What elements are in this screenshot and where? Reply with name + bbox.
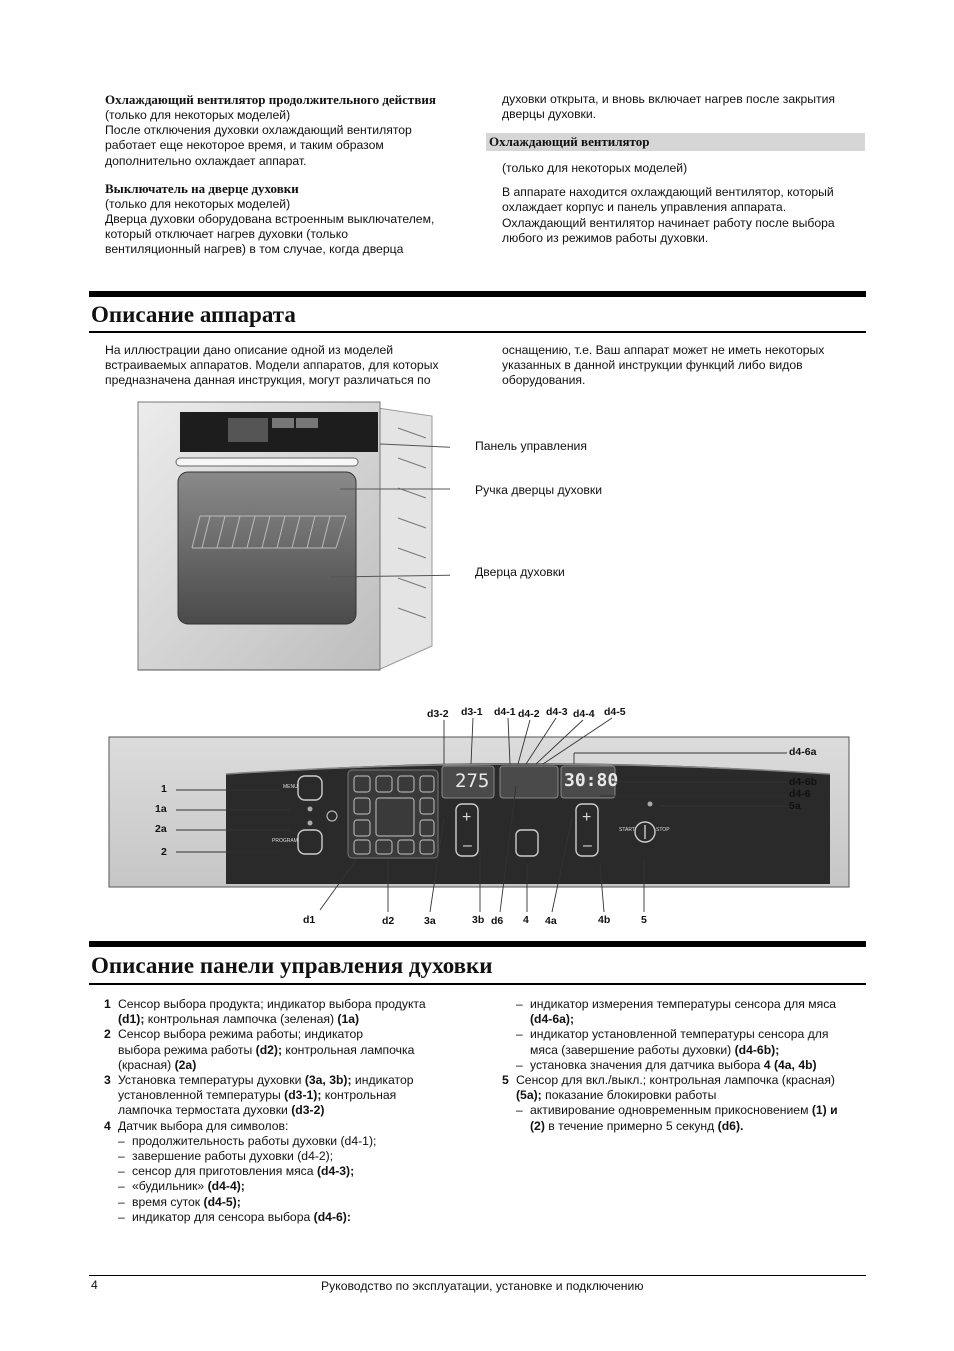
text-segment: показание блокировки работы [541,1088,717,1103]
fan-continuous-line: После отключения духовки охлаждающий вентилятор [105,123,412,138]
text-segment: мяса (завершение работы духовки) [530,1042,735,1057]
footer-text: Руководство по эксплуатации, установке и подключению [321,1279,644,1293]
item-number: 1 [104,997,111,1011]
label-d3-2: d3-2 [427,708,449,720]
label-3b: 3b [472,914,485,926]
text-segment: время суток [132,1194,204,1209]
text-segment: индикатор для сенсора выбора [132,1209,314,1224]
section1-right-text [502,343,866,389]
text-segment: установленной температуры [118,1088,285,1103]
door-switch-note: (только для некоторых моделей) [105,196,291,211]
text-segment: активирование одновременным прикосновением [530,1103,812,1118]
cooling-fan-line: Охлаждающий вентилятор начинает работу после выбора [502,215,835,230]
text-line [132,1179,478,1194]
door-switch-line: вентиляционный нагрев) в том случае, когда дверца [105,242,404,257]
label-3a: 3a [424,915,436,927]
text-line [132,1149,478,1164]
text-line [118,1103,478,1118]
text-line [530,1027,866,1042]
text-segment: (3a, 3b); [304,1073,352,1088]
text-line: оборудования. [502,373,586,388]
dash-item [516,1103,866,1133]
text-segment: выбора режима работы [118,1042,256,1057]
text-segment: (d4-6a); [530,1012,575,1027]
text-segment: завершение работы духовки (d4-2); [132,1149,334,1164]
text-segment: (2) [530,1118,545,1133]
label-d4-3: d4-3 [546,706,568,718]
text-line [118,1088,478,1103]
dash-item [118,1179,478,1194]
menu-label: MENU [283,784,298,790]
text-line [132,1164,478,1179]
cooling-fan-line: любого из режимов работы духовки. [502,230,709,245]
text-segment: (d4-6): [313,1209,351,1224]
text-segment: контрольная лампочка (зеленая) [144,1012,338,1027]
label-d4-1: d4-1 [494,706,516,718]
dash-item [516,1058,866,1073]
label-d4-2: d4-2 [518,708,540,720]
svg-text:+: + [462,809,472,826]
cooling-fan-line: В аппарате находится охлаждающий вентилятор, который [502,185,834,200]
text-segment: индикатор измерения температуры сенсора для мяса [530,997,837,1011]
dash-marker: – [118,1209,125,1224]
text-segment: продолжительность работы духовки (d4-1); [132,1133,377,1148]
text-segment: Датчик выбора для символов: [118,1118,289,1133]
dash-marker: – [516,1027,523,1042]
text-line [132,1210,478,1225]
fan-continuous-line: работает еще некоторое время, и таким образом [105,138,384,153]
text-segment: (1) и [811,1103,838,1118]
fan-continuous-line: дополнительно охлаждает аппарат. [105,153,307,168]
text-segment: контрольная [321,1088,397,1103]
label-d3-1: d3-1 [461,706,483,718]
text-segment: (2a) [174,1057,197,1072]
text-segment: индикатор установленной температуры сенсора для [530,1027,829,1042]
label-5: 5 [641,914,647,926]
text-line: оснащению, т.е. Ваш аппарат может не иметь некоторых [502,343,825,357]
numbered-item [104,1118,478,1134]
dash-item [118,1210,478,1225]
dash-marker: – [516,997,523,1011]
section2-right-column [502,997,866,1134]
cooling-fan-line: охлаждает корпус и панель управления аппарата. [502,200,787,215]
label-d4-6a: d4-6a [789,746,817,758]
page-number: 4 [91,1278,98,1292]
dash-marker: – [118,1179,125,1194]
text-segment: (d3-1); [284,1088,322,1103]
label-4a: 4a [545,915,557,927]
cooling-fan-note: (только для некоторых моделей) [502,161,688,175]
item-number: 3 [104,1073,111,1088]
text-segment: «будильник» [132,1179,208,1194]
section2-rule-top [89,941,866,947]
text-segment: Сенсор выбора режима работы; индикатор [118,1027,364,1042]
dash-marker: – [118,1149,125,1164]
item-number: 2 [104,1027,111,1042]
text-segment: (d2); [255,1042,283,1057]
text-line [132,1134,478,1149]
door-switch-line: Дверца духовки оборудована встроенным выключателем, [105,212,435,227]
label-2: 2 [161,846,167,858]
text-segment: (d4-3); [316,1164,355,1179]
dash-item [516,1027,866,1057]
label-d4-4: d4-4 [573,708,595,720]
text-line [516,1073,866,1088]
text-segment: сенсор для приготовления мяса [132,1164,317,1179]
text-segment: (d4-6b); [734,1042,780,1057]
text-segment: (красная) [118,1057,175,1072]
text-segment: Установка температуры духовки [118,1073,305,1088]
oven-handle [176,458,358,466]
intro-left [105,92,465,258]
cooling-fan-body [502,161,866,246]
text-line [516,1088,866,1103]
panel-leader-lines [0,700,954,940]
text-segment: Сенсор выбора продукта; индикатор выбора продукта [118,997,426,1011]
label-5a: 5a [789,800,801,812]
svg-text:–: – [463,837,472,854]
text-segment: (d3-2) [291,1103,325,1118]
label-4b: 4b [598,914,611,926]
dash-item [118,1195,478,1210]
door-switch-heading: Выключатель на дверце духовки [105,180,299,196]
stop-label: STOP [656,827,670,833]
callout-oven-door: Дверца духовки [475,565,565,579]
callout-control-panel: Панель управления [475,439,587,453]
text-segment: установка значения для датчика выбора [530,1057,764,1072]
door-switch-line: который отключает нагрев духовки (только [105,227,348,242]
text-segment: в течение примерно 5 секунд [544,1118,718,1133]
numbered-item [104,1073,478,1119]
text-segment: (d1); [118,1012,145,1027]
text-line: На иллюстрации дано описание одной из моделей [105,343,394,357]
text-segment: 4 (4a, 4b) [763,1057,817,1072]
svg-text:–: – [583,837,592,854]
text-line [118,1012,478,1027]
dash-item [118,1164,478,1179]
dash-marker: – [118,1133,125,1148]
numbered-item [104,1027,478,1073]
text-line [118,1043,478,1058]
text-segment: Сенсор для вкл./выкл.; контрольная лампочка (красная) [516,1073,835,1088]
label-d1: d1 [303,914,316,926]
text-segment: индикатор [351,1073,414,1088]
text-segment: (1a) [337,1012,360,1027]
dash-marker: – [516,1057,523,1072]
dash-marker: – [516,1103,523,1118]
oven-illustration [130,398,450,690]
start-label: START [619,827,635,833]
callout-door-handle: Ручка дверцы духовки [475,483,603,497]
oven-side [378,408,432,670]
text-line: указанных в данной инструкции функций либо видов [502,358,803,373]
program-label: PROGRAM [272,838,298,844]
label-d4-5: d4-5 [604,706,626,718]
item-number: 5 [502,1073,509,1088]
text-line [530,1103,866,1118]
text-line [118,997,478,1012]
fan-continuous-heading: Охлаждающий вентилятор продолжительного действия [105,92,436,107]
label-1: 1 [161,783,167,795]
dash-item [118,1149,478,1164]
numbered-item [104,997,478,1027]
item-number: 4 [104,1118,111,1133]
time-display-value: 30:80 [564,770,619,791]
label-d6: d6 [491,915,504,927]
section2-left-column [104,997,478,1225]
text-segment: (d4-5); [203,1194,241,1209]
dash-item [516,997,866,1027]
text-line [118,1058,478,1073]
section1-title: Описание аппарата [91,302,296,327]
text-line [530,1012,866,1027]
text-segment: (d4-4); [207,1179,245,1194]
text-segment: контрольная лампочка [282,1042,415,1057]
dash-marker: – [118,1164,125,1179]
text-line: встраиваемых аппаратов. Модели аппаратов, для которых [105,358,439,373]
text-line [118,1119,478,1134]
text-segment: (5a); [516,1088,542,1103]
text-line [118,1073,478,1088]
footer-rule [89,1275,866,1276]
text-line: предназначена данная инструкция, могут различаться по [105,373,431,388]
text-line [132,1195,478,1210]
text-line [530,1119,866,1134]
text-line [530,1043,866,1058]
numbered-item [502,1073,866,1103]
text-line [118,1027,478,1042]
dash-item [118,1134,478,1149]
label-1a: 1a [155,803,167,815]
label-d4-6: d4-6 [789,788,811,800]
right-top-line: духовки открыта, и вновь включает нагрев после закрытия [502,92,836,106]
text-segment: лампочка термостата духовки [118,1103,292,1118]
svg-text:+: + [582,809,592,826]
text-line [530,1058,866,1073]
fan-continuous-note: (только для некоторых моделей) [105,108,291,122]
dash-marker: – [118,1194,125,1209]
label-d4-6b: d4-6b [789,776,818,788]
section1-rule-bottom [89,331,866,333]
text-line [530,997,866,1012]
section2-rule-bottom [89,983,866,985]
label-4: 4 [523,914,529,926]
text-segment: (d6). [717,1118,744,1133]
cooling-fan-heading: Охлаждающий вентилятор [486,133,865,151]
right-top-line: дверцы духовки. [502,107,597,122]
intro-right [502,92,866,122]
section2-title: Описание панели управления духовки [91,953,493,978]
label-2a: 2a [155,823,167,835]
section1-left-text [105,343,475,389]
temperature-display-value: 275 [455,770,490,792]
label-d2: d2 [382,915,395,927]
section1-rule-top [89,291,866,297]
